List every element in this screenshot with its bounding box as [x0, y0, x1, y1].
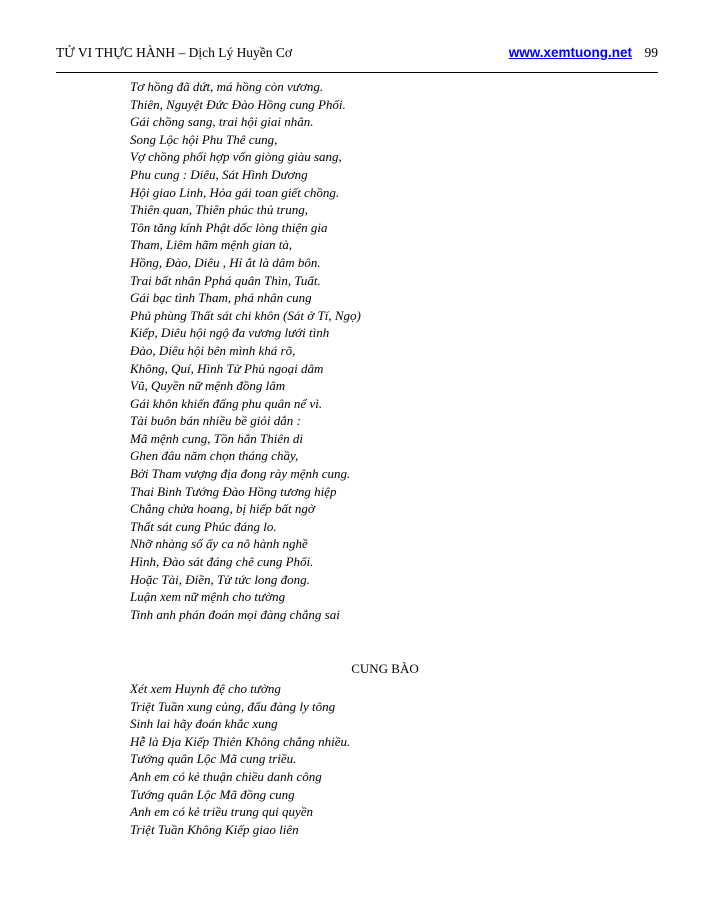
verse-line: Thất sát cung Phúc đáng lo. — [130, 518, 277, 534]
verse-block-1 — [130, 78, 630, 623]
verse-line: Tướng quân Lộc Mã đồng cung — [130, 786, 295, 802]
verse-line: Nhỡ nhàng số ấy ca nô hành nghề — [130, 536, 308, 552]
verse-line: Xét xem Huynh đệ cho tường — [130, 681, 281, 696]
verse-line: Phủ phùng Thất sát chi khôn (Sát ở Tí, Ngọ) — [130, 307, 361, 323]
verse-line: Chẳng chửa hoang, bị hiếp bất ngờ — [130, 501, 315, 517]
verse-line: Tướng quân Lộc Mã cung triều. — [130, 751, 297, 767]
verse-line: Thai Binh Tướng Đào Hồng tương hiệp — [130, 483, 337, 499]
verse-line: Mã mệnh cung, Tồn hẳn Thiên di — [130, 430, 303, 446]
page-number: 99 — [644, 45, 658, 60]
header-divider — [56, 72, 658, 73]
verse-line: Triệt Tuần Không Kiếp giao liên — [130, 821, 299, 837]
verse-line: Bởi Tham vượng địa đong rày mệnh cung. — [130, 466, 351, 482]
verse-line: Trai bất nhân Pphá quân Thìn, Tuất. — [130, 272, 321, 288]
verse-line: Ghen đâu năm chọn tháng chầy, — [130, 448, 299, 464]
verse-line: Hễ là Địa Kiếp Thiên Không chẳng nhiều. — [130, 733, 351, 749]
book-title: TỬ VI THỰC HÀNH – Dịch Lý Huyền Cơ — [56, 45, 293, 60]
verse-line: Song Lộc hội Phu Thê cung, — [130, 131, 278, 147]
verse-line: Kiếp, Diêu hội ngộ đa vương lưới tình — [130, 325, 330, 341]
section-heading: CUNG BÀO — [351, 661, 419, 676]
verse-line: Đào, Diêu hội bên mình khá rõ, — [130, 342, 296, 358]
verse-line: Anh em có kẻ triều trung qui quyền — [130, 804, 314, 820]
verse-line: Gái chồng sang, trai hội giai nhân. — [130, 114, 314, 130]
verse-line: Hoặc Tài, Điền, Tử tức long đong. — [130, 571, 310, 587]
verse-line: Phu cung : Diêu, Sát Hình Dương — [130, 166, 308, 182]
verse-line: Luận xem nữ mệnh cho tường — [130, 589, 286, 605]
website-link[interactable]: www.xemtuong.net — [508, 45, 632, 60]
verse-line: Hồng, Đào, Diêu , Hỉ ắt là dâm bôn. — [130, 254, 321, 270]
verse-line: Gái khôn khiến đấng phu quân nể vì. — [130, 395, 323, 411]
verse-line: Không, Quí, Hình Tử Phủ ngoại dâm — [130, 360, 324, 376]
verse-line: Vũ, Quyền nữ mệnh đồng lâm — [130, 378, 286, 394]
verse-line: Tinh anh phán đoán mọi đàng chẳng sai — [130, 606, 340, 622]
verse-line: Hội giao Linh, Hỏa gái toan giết chồng. — [130, 184, 340, 200]
verse-line: Vợ chồng phối hợp vốn giòng giàu sang, — [130, 149, 342, 165]
verse-line: Tham, Liêm hãm mệnh gian tà, — [130, 237, 293, 253]
verse-line: Tài buôn bán nhiều bề giỏi dắn : — [130, 413, 301, 429]
verse-line: Gái bạc tình Tham, phá nhân cung — [130, 290, 312, 306]
page-header — [56, 43, 658, 63]
verse-line: Hình, Đào sát đáng chê cung Phối. — [130, 554, 314, 570]
verse-block-2 — [130, 680, 630, 838]
verse-line: Anh em có kẻ thuận chiều danh công — [130, 768, 322, 784]
verse-line: Thiên, Nguyệt Đức Đào Hồng cung Phối. — [130, 96, 346, 112]
verse-line: Sinh lai hãy đoán khắc xung — [130, 716, 278, 732]
verse-line: Thiên quan, Thiên phúc thủ trung, — [130, 202, 309, 218]
verse-line: Triệt Tuần xung củng, đấu đàng ly tông — [130, 698, 336, 714]
verse-line: Tơ hồng đã dứt, má hồng còn vương. — [130, 79, 324, 94]
verse-line: Tôn tăng kính Phật dốc lòng thiện gia — [130, 219, 328, 235]
